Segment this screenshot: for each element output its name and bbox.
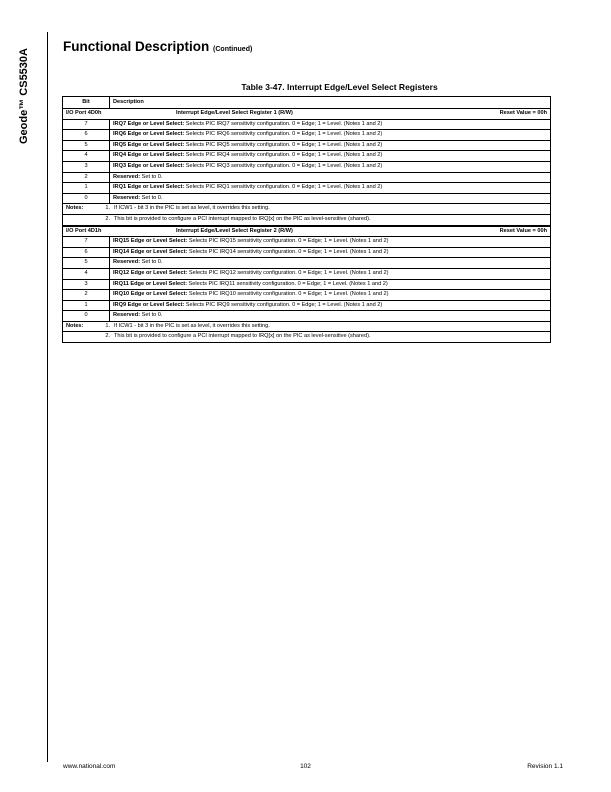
field-description: Selects PIC IRQ14 sensitivity configuration. 0 = Edge; 1 = Level. (Notes 1 and 2): [187, 248, 389, 255]
field-description: Selects PIC IRQ7 sensitivity configuration. 0 = Edge; 1 = Level. (Notes 1 and 2): [184, 120, 383, 127]
register-header-row: [63, 109, 551, 120]
field-name: IRQ9 Edge or Level Select:: [113, 301, 185, 308]
register-name: Interrupt Edge/Level Select Register 2 (R/W): [176, 227, 293, 234]
description-cell: [110, 151, 551, 162]
field-name: IRQ6 Edge or Level Select:: [113, 131, 185, 138]
register-name: Interrupt Edge/Level Select Register 1 (R/W): [176, 110, 293, 116]
description-cell: [110, 172, 551, 183]
table-row: [63, 183, 551, 194]
notes-row: [63, 321, 551, 332]
field-description: Set to 0.: [140, 173, 163, 180]
field-name: Reserved:: [113, 173, 141, 180]
register-port: I/O Port 4D0h: [66, 110, 102, 116]
table-row: [63, 268, 551, 279]
register-reset-value: Reset Value = 00h: [499, 227, 547, 234]
register-table: [62, 96, 551, 343]
note-number: 1.: [105, 205, 110, 212]
bit-cell: 7: [63, 237, 110, 248]
field-description: Selects PIC IRQ11 sensitivity configuration. 0 = Edge; 1 = Level. (Notes 1 and 2): [187, 280, 388, 287]
bit-cell: 5: [63, 258, 110, 269]
bit-cell: 6: [63, 247, 110, 258]
register-reset-value: Reset Value = 00h: [499, 110, 547, 116]
bit-cell: 1: [63, 183, 110, 194]
description-cell: [110, 119, 551, 130]
bit-cell: 2: [63, 172, 110, 183]
side-product-title: [12, 50, 32, 160]
bit-cell: 7: [63, 119, 110, 130]
table-row: [63, 247, 551, 258]
notes-label-spacer: [66, 332, 98, 342]
field-name: IRQ14 Edge or Level Select:: [113, 248, 188, 255]
bit-cell: 1: [63, 300, 110, 311]
description-cell: [110, 279, 551, 290]
field-description: Selects PIC IRQ6 sensitivity configuration. 0 = Edge; 1 = Level. (Notes 1 and 2): [184, 131, 383, 138]
table-body: [63, 109, 551, 343]
field-description: Selects PIC IRQ9 sensitivity configuration. 0 = Edge; 1 = Level. (Notes 1 and 2): [184, 301, 383, 308]
note-text: If ICW1 - bit 3 in the PIC is set as level, it overrides this setting.: [114, 205, 270, 212]
description-cell: [110, 237, 551, 248]
field-name: IRQ1 Edge or Level Select:: [113, 184, 185, 191]
notes-cell: [63, 204, 551, 215]
table-row: [63, 237, 551, 248]
table-row: [63, 300, 551, 311]
side-title-text: Geode™ CS5530A: [18, 48, 30, 144]
field-description: Selects PIC IRQ3 sensitivity configuration. 0 = Edge; 1 = Level. (Notes 1 and 2): [184, 162, 383, 169]
table-row: [63, 193, 551, 204]
column-header-bit: Bit: [63, 97, 110, 109]
bit-cell: 0: [63, 311, 110, 322]
note-number: 1.: [105, 322, 110, 329]
description-cell: [110, 300, 551, 311]
field-name: IRQ5 Edge or Level Select:: [113, 141, 185, 148]
field-name: IRQ4 Edge or Level Select:: [113, 152, 185, 159]
table-row: [63, 161, 551, 172]
bit-cell: 3: [63, 161, 110, 172]
field-description: Selects PIC IRQ5 sensitivity configuration. 0 = Edge; 1 = Level. (Notes 1 and 2): [184, 141, 383, 148]
bit-cell: 0: [63, 193, 110, 204]
bit-cell: 2: [63, 290, 110, 301]
section-heading: [63, 39, 252, 54]
field-description: Selects PIC IRQ1 sensitivity configuration. 0 = Edge; 1 = Level. (Notes 1 and 2): [184, 184, 383, 191]
field-description: Selects PIC IRQ15 sensitivity configuration. 0 = Edge; 1 = Level. (Notes 1 and 2): [187, 238, 389, 245]
field-name: Reserved:: [113, 259, 141, 266]
field-description: Selects PIC IRQ4 sensitivity configuration. 0 = Edge; 1 = Level. (Notes 1 and 2): [184, 152, 383, 159]
description-cell: [110, 140, 551, 151]
register-port: I/O Port 4D1h: [66, 227, 102, 234]
field-name: IRQ12 Edge or Level Select:: [113, 269, 188, 276]
bit-cell: 4: [63, 151, 110, 162]
description-cell: [110, 161, 551, 172]
section-heading-text: Functional Description: [63, 39, 210, 54]
description-cell: [110, 247, 551, 258]
field-description: Set to 0.: [140, 312, 163, 319]
description-cell: [110, 268, 551, 279]
table-caption: Table 3-47. Interrupt Edge/Level Select Registers: [241, 82, 438, 92]
field-description: Selects PIC IRQ10 sensitivity configuration. 0 = Edge; 1 = Level. (Notes 1 and 2): [187, 291, 389, 298]
footer-website: www.national.com: [63, 763, 116, 770]
note-text: This bit is provided to configure a PCI interrupt mapped to IRQ[x] on the PIC as level-sensitive (shared).: [114, 215, 371, 222]
bit-cell: 3: [63, 279, 110, 290]
field-name: Reserved:: [113, 194, 141, 201]
field-name: Reserved:: [113, 312, 141, 319]
table-header-row: [63, 97, 551, 109]
note-text: If ICW1 - bit 3 in the PIC is set as level, it overrides this setting.: [114, 322, 270, 329]
table-row: [63, 311, 551, 322]
notes-row: [63, 332, 551, 343]
bit-cell: 6: [63, 130, 110, 141]
field-name: IRQ7 Edge or Level Select:: [113, 120, 185, 127]
field-description: Set to 0.: [140, 259, 163, 266]
register-header-cell: [63, 226, 551, 237]
note-number: 2.: [105, 215, 110, 222]
footer-revision: Revision 1.1: [527, 763, 563, 770]
footer-page-number: 102: [300, 763, 311, 770]
description-cell: [110, 290, 551, 301]
table-row: [63, 258, 551, 269]
register-header-cell: [63, 109, 551, 120]
table-row: [63, 151, 551, 162]
notes-label: Notes:: [66, 322, 84, 329]
notes-label: Notes:: [66, 205, 84, 212]
notes-row: [63, 204, 551, 215]
section-heading-suffix: (Continued): [213, 46, 253, 53]
table-row: [63, 172, 551, 183]
column-header-description: Description: [110, 97, 551, 109]
note-number: 2.: [105, 333, 110, 340]
notes-row: [63, 214, 551, 225]
register-header-row: [63, 226, 551, 237]
table-row: [63, 119, 551, 130]
table-row: [63, 279, 551, 290]
notes-cell: [63, 321, 551, 332]
field-name: IRQ3 Edge or Level Select:: [113, 162, 185, 169]
description-cell: [110, 130, 551, 141]
field-name: IRQ15 Edge or Level Select:: [113, 238, 188, 245]
table-row: [63, 140, 551, 151]
field-description: Set to 0.: [140, 194, 163, 201]
note-text: This bit is provided to configure a PCI interrupt mapped to IRQ[x] on the PIC as level-sensitive (shared).: [114, 333, 371, 340]
field-name: IRQ10 Edge or Level Select:: [113, 291, 188, 298]
description-cell: [110, 311, 551, 322]
notes-cell: [63, 214, 551, 225]
bit-cell: 4: [63, 268, 110, 279]
field-name: IRQ11 Edge or Level Select:: [113, 280, 187, 287]
description-cell: [110, 193, 551, 204]
bit-cell: 5: [63, 140, 110, 151]
table-row: [63, 290, 551, 301]
description-cell: [110, 183, 551, 194]
notes-cell: [63, 332, 551, 343]
table-row: [63, 130, 551, 141]
margin-rule: [47, 32, 48, 762]
notes-label-spacer: [66, 215, 98, 225]
description-cell: [110, 258, 551, 269]
field-description: Selects PIC IRQ12 sensitivity configuration. 0 = Edge; 1 = Level. (Notes 1 and 2): [187, 269, 389, 276]
